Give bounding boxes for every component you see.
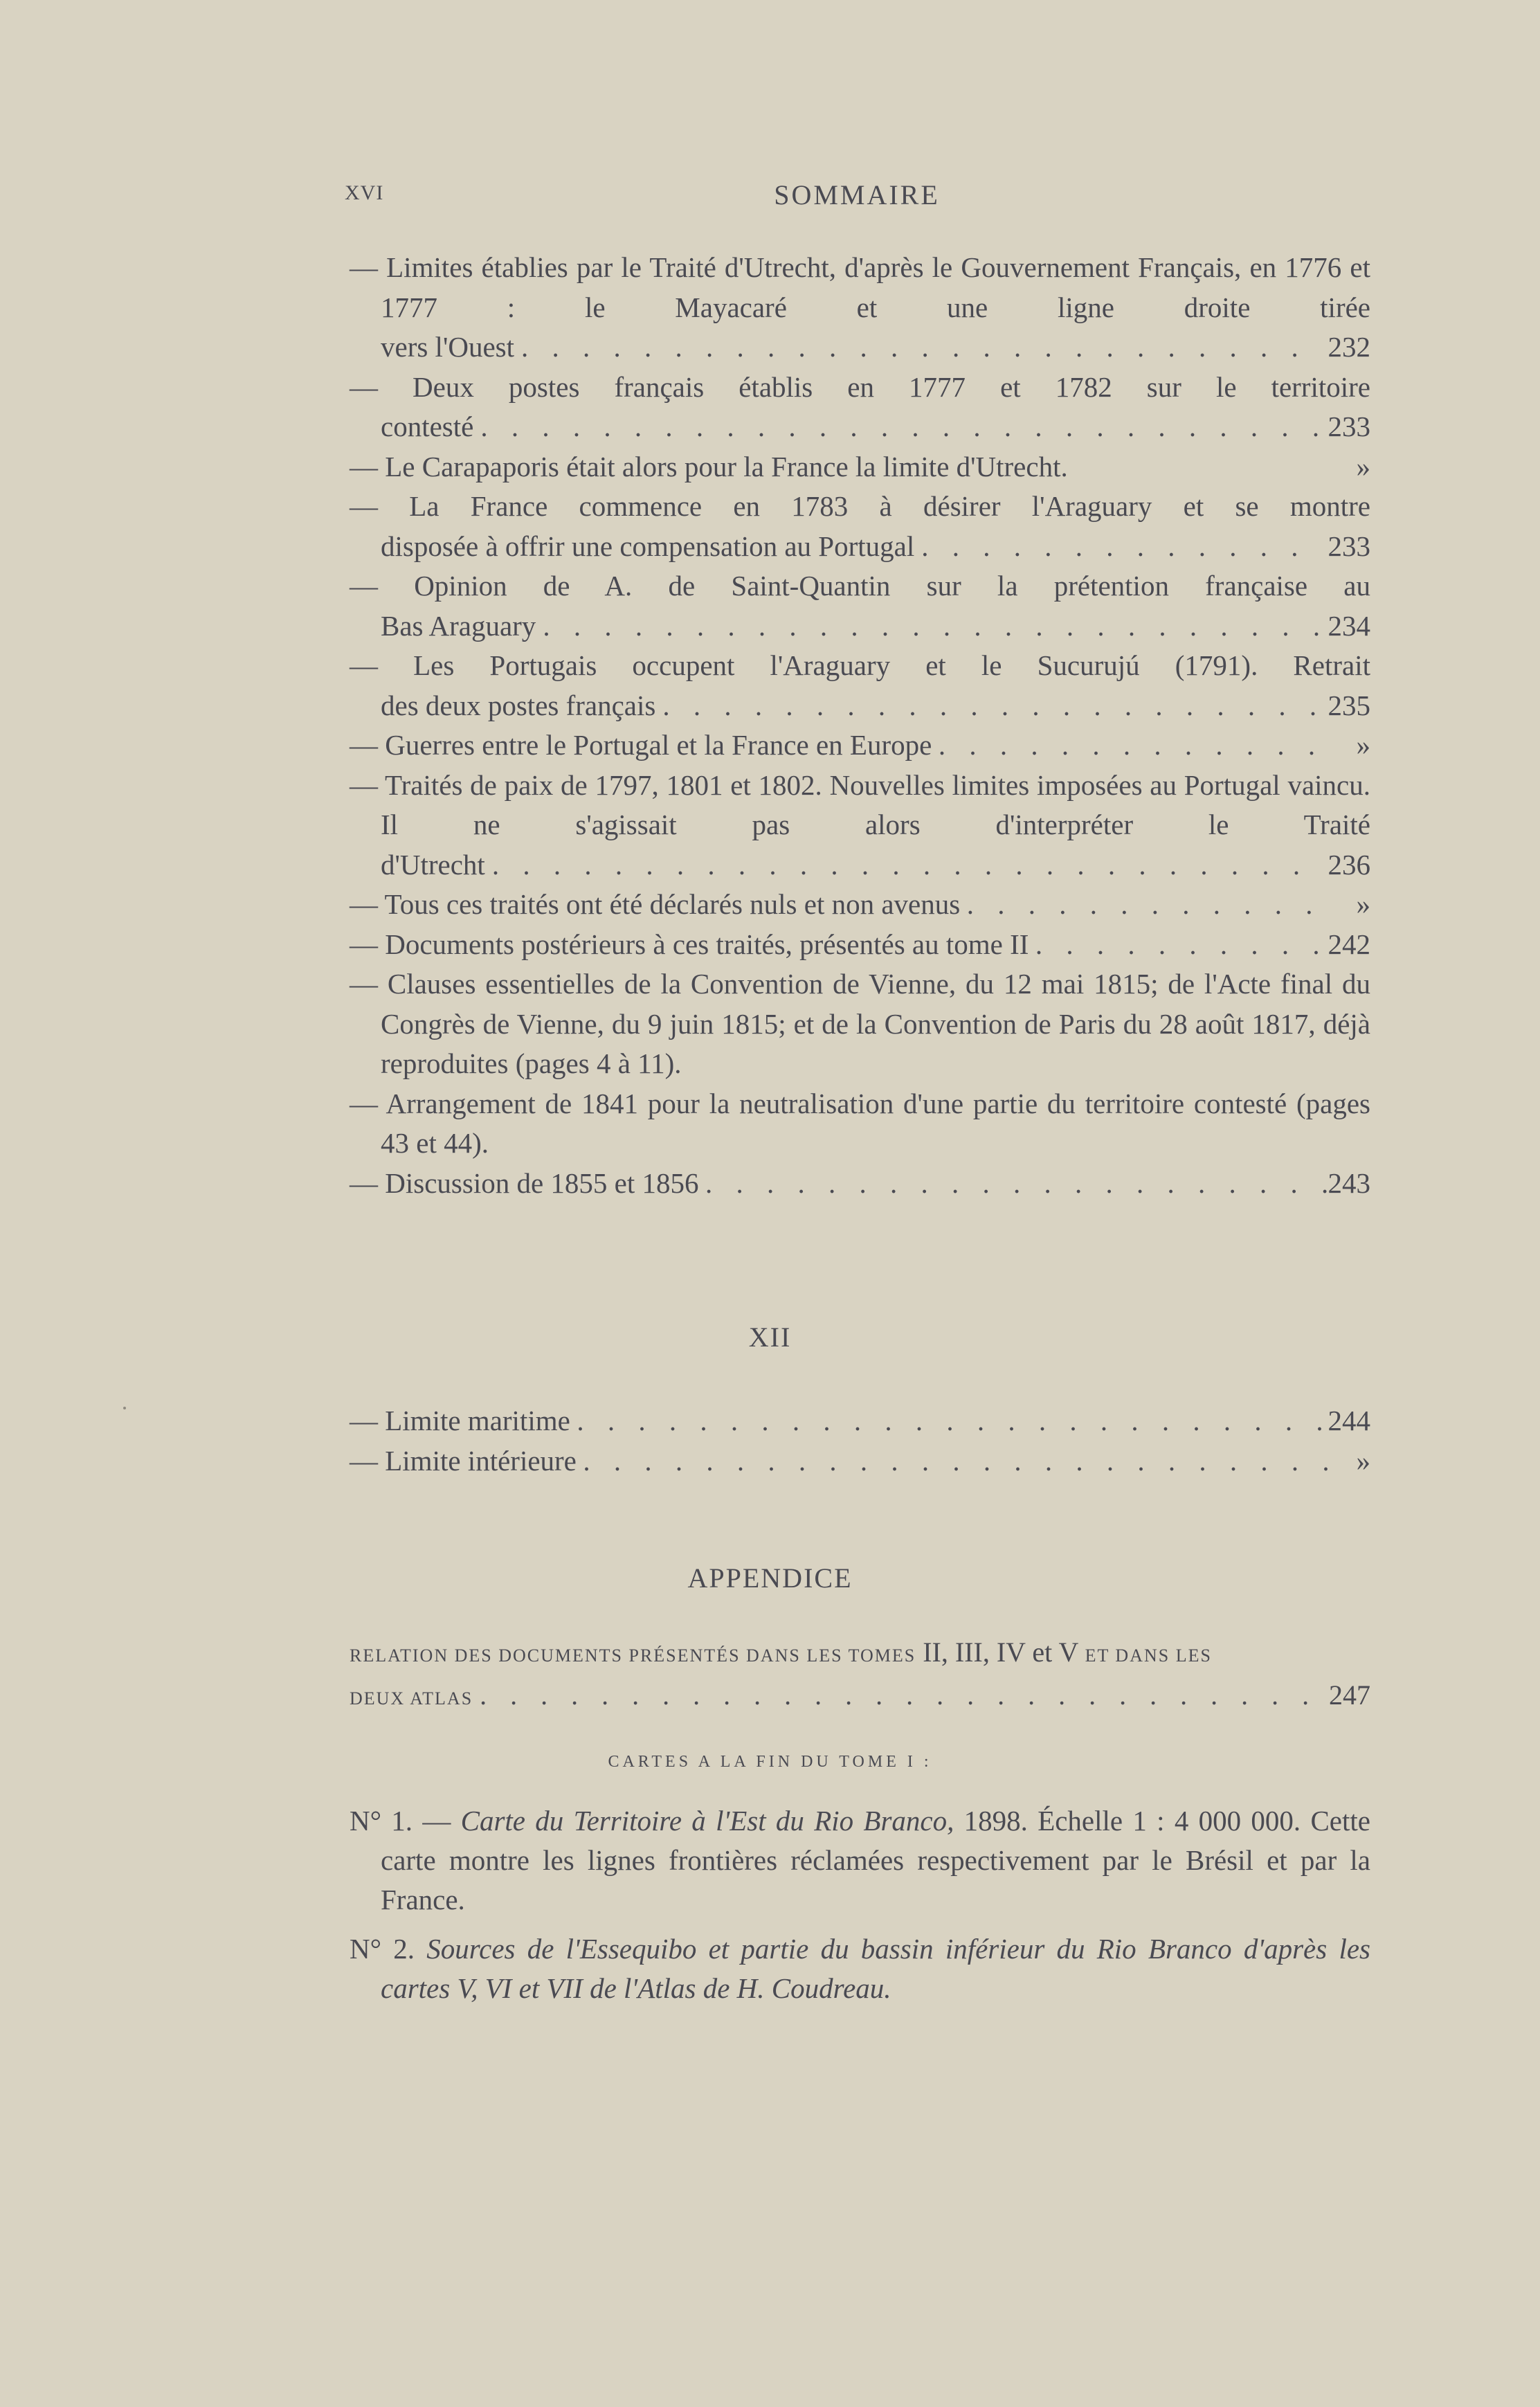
entry-last-text: — Guerres entre le Portugal et la France en Europe — [350, 729, 932, 761]
relation-text-1: RELATION DES DOCUMENTS PRÉSENTÉS DANS LES TOMES — [350, 1646, 916, 1666]
entry-text: — Limites établies par le Traité d'Utrecht, d'après le Gouvernement Français, en 1776 et 1777 : le Mayacaré et une ligne droite tirée — [350, 251, 1370, 323]
entry-last-line — [350, 1401, 1370, 1441]
entry-last-text: d'Utrecht — [381, 848, 485, 881]
leader-dots — [706, 1164, 1330, 1204]
entry-last-line — [350, 447, 1370, 487]
toc-entry — [350, 725, 1370, 766]
page-ref: 232 — [1328, 331, 1370, 363]
entry-last-text: Bas Araguary — [381, 609, 536, 642]
entry-last-line — [350, 885, 1370, 925]
toc-entry — [350, 766, 1370, 885]
entry-text: — Traités de paix de 1797, 1801 et 1802. Nouvelles limites imposées au Portugal vaincu. Il ne s'agissait pas alors d'interpréter le Traité — [350, 768, 1370, 840]
page-ref: 236 — [1328, 848, 1370, 881]
entry-last-text: — Limite intérieure — [350, 1444, 577, 1477]
entry-last-line — [350, 925, 1370, 965]
leader-dots — [492, 845, 1321, 885]
relation-et: et — [1032, 1637, 1053, 1668]
section-xii-entries — [350, 1401, 1370, 1481]
page-ref: » — [1356, 729, 1370, 761]
entry-last-text: — Tous ces traités ont été déclarés nuls et non avenus — [350, 888, 961, 920]
leader-dots — [543, 606, 1321, 647]
relation-tomes: II, III, IV — [923, 1637, 1026, 1668]
toc-entry — [350, 885, 1370, 925]
leader-dots — [1035, 925, 1329, 965]
leader-dots — [480, 1675, 1322, 1715]
maps-list — [350, 1801, 1370, 2018]
map-entry — [350, 1801, 1370, 1920]
appendix-heading: APPENDICE — [687, 1562, 853, 1594]
section-heading-xii: XII — [748, 1322, 792, 1353]
entry-last-line — [381, 327, 1370, 368]
entry-last-text: — Documents postérieurs à ces traités, présentés au tome II — [350, 928, 1029, 960]
toc-entry — [350, 487, 1370, 566]
toc-entry — [350, 964, 1370, 1084]
entry-last-text: disposée à offrir une compensation au Portugal — [381, 530, 915, 562]
entry-last-line — [381, 686, 1370, 726]
leader-dots — [521, 327, 1321, 368]
relation-last: DEUX ATLAS — [350, 1688, 473, 1709]
map-title: Sources de l'Essequibo et partie du bassin inférieur du Rio Branco d'après les cartes V, VI et VII de l'Atlas de H. Coudreau. — [381, 1933, 1370, 2004]
appendix-relation — [350, 1632, 1370, 1718]
map-entry — [350, 1929, 1370, 2008]
page-ref: » — [1356, 450, 1370, 483]
entry-text: — Arrangement de 1841 pour la neutralisation d'une partie du territoire contesté (pages 43 et 44). — [350, 1087, 1370, 1159]
page-number: XVI — [345, 181, 384, 204]
map-description: 1898. Échelle 1 : 4 000 000. Cette carte montre les lignes frontières réclamées respectivement par le Brésil et par la France. — [381, 1805, 1370, 1915]
page-ref: 234 — [1328, 609, 1370, 642]
entry-last-text: contesté — [381, 411, 474, 442]
relation-text-2: ET DANS LES — [1085, 1646, 1212, 1666]
toc-entry — [350, 368, 1370, 447]
toc-entry — [350, 1084, 1370, 1164]
table-of-contents — [350, 248, 1370, 1203]
page-ref: » — [1356, 888, 1370, 920]
leader-dots — [662, 686, 1321, 726]
toc-entry — [350, 248, 1370, 368]
leader-dots — [480, 407, 1321, 447]
relation-line — [350, 1632, 1370, 1675]
relation-last-line — [350, 1675, 1370, 1718]
entry-last-line — [381, 407, 1370, 447]
entry-last-line — [350, 1441, 1370, 1481]
page-ref: 247 — [1329, 1679, 1370, 1711]
entry-text: — Opinion de A. de Saint-Quantin sur la prétention française au — [350, 570, 1370, 602]
page-ref: » — [1356, 1444, 1370, 1477]
paper-speck — [123, 1407, 126, 1409]
maps-heading: CARTES A LA FIN DU TOME I : — [608, 1753, 932, 1771]
toc-entry — [350, 1401, 1370, 1441]
page-ref: 233 — [1328, 530, 1370, 562]
toc-entry — [350, 925, 1370, 965]
entry-last-line — [381, 606, 1370, 647]
entry-last-text: — Limite maritime — [350, 1405, 570, 1436]
page-ref: 233 — [1328, 411, 1370, 442]
map-number: N° 2. — [350, 1933, 427, 1965]
entry-last-line — [350, 725, 1370, 766]
entry-last-text: — Discussion de 1855 et 1856 — [350, 1166, 699, 1199]
relation-v: V — [1058, 1637, 1078, 1668]
toc-entry — [350, 646, 1370, 725]
entry-text: — Clauses essentielles de la Convention de Vienne, du 12 mai 1815; de l'Acte final du Congrès de Vienne, du 9 juin 1815; et de la Convention de Paris du 28 août 1817, déjà reproduites (pages 4 à 11). — [350, 968, 1370, 1079]
entry-last-line — [381, 845, 1370, 885]
entry-last-text: — Le Carapaporis était alors pour la France la limite d'Utrecht. — [350, 450, 1068, 483]
entry-last-text: des deux postes français — [381, 689, 656, 721]
entry-last-line — [381, 527, 1370, 567]
toc-entry — [350, 1441, 1370, 1481]
entry-text: — Deux postes français établis en 1777 et 1782 sur le territoire — [350, 370, 1370, 403]
entry-last-line — [350, 1164, 1370, 1204]
entry-text: — La France commence en 1783 à désirer l'Araguary et se montre — [350, 490, 1370, 522]
page-ref: 235 — [1328, 689, 1370, 721]
leader-dots — [583, 1441, 1329, 1481]
running-title: SOMMAIRE — [774, 179, 940, 210]
page-ref: 243 — [1328, 1166, 1370, 1199]
toc-entry — [350, 1164, 1370, 1204]
toc-entry — [350, 447, 1370, 487]
page-ref: 244 — [1328, 1405, 1370, 1436]
entry-last-text: vers l'Ouest — [381, 331, 514, 363]
page-header — [345, 181, 1369, 216]
leader-dots — [577, 1401, 1329, 1441]
entry-text: — Les Portugais occupent l'Araguary et le Sucurujú (1791). Retrait — [350, 649, 1370, 681]
page-ref: 242 — [1328, 928, 1370, 960]
toc-entry — [350, 566, 1370, 646]
leader-dots — [967, 885, 1329, 925]
map-number: N° 1. — — [350, 1805, 461, 1837]
map-title: Carte du Territoire à l'Est du Rio Branco, — [460, 1805, 954, 1837]
leader-dots — [939, 725, 1329, 766]
leader-dots — [921, 527, 1321, 567]
